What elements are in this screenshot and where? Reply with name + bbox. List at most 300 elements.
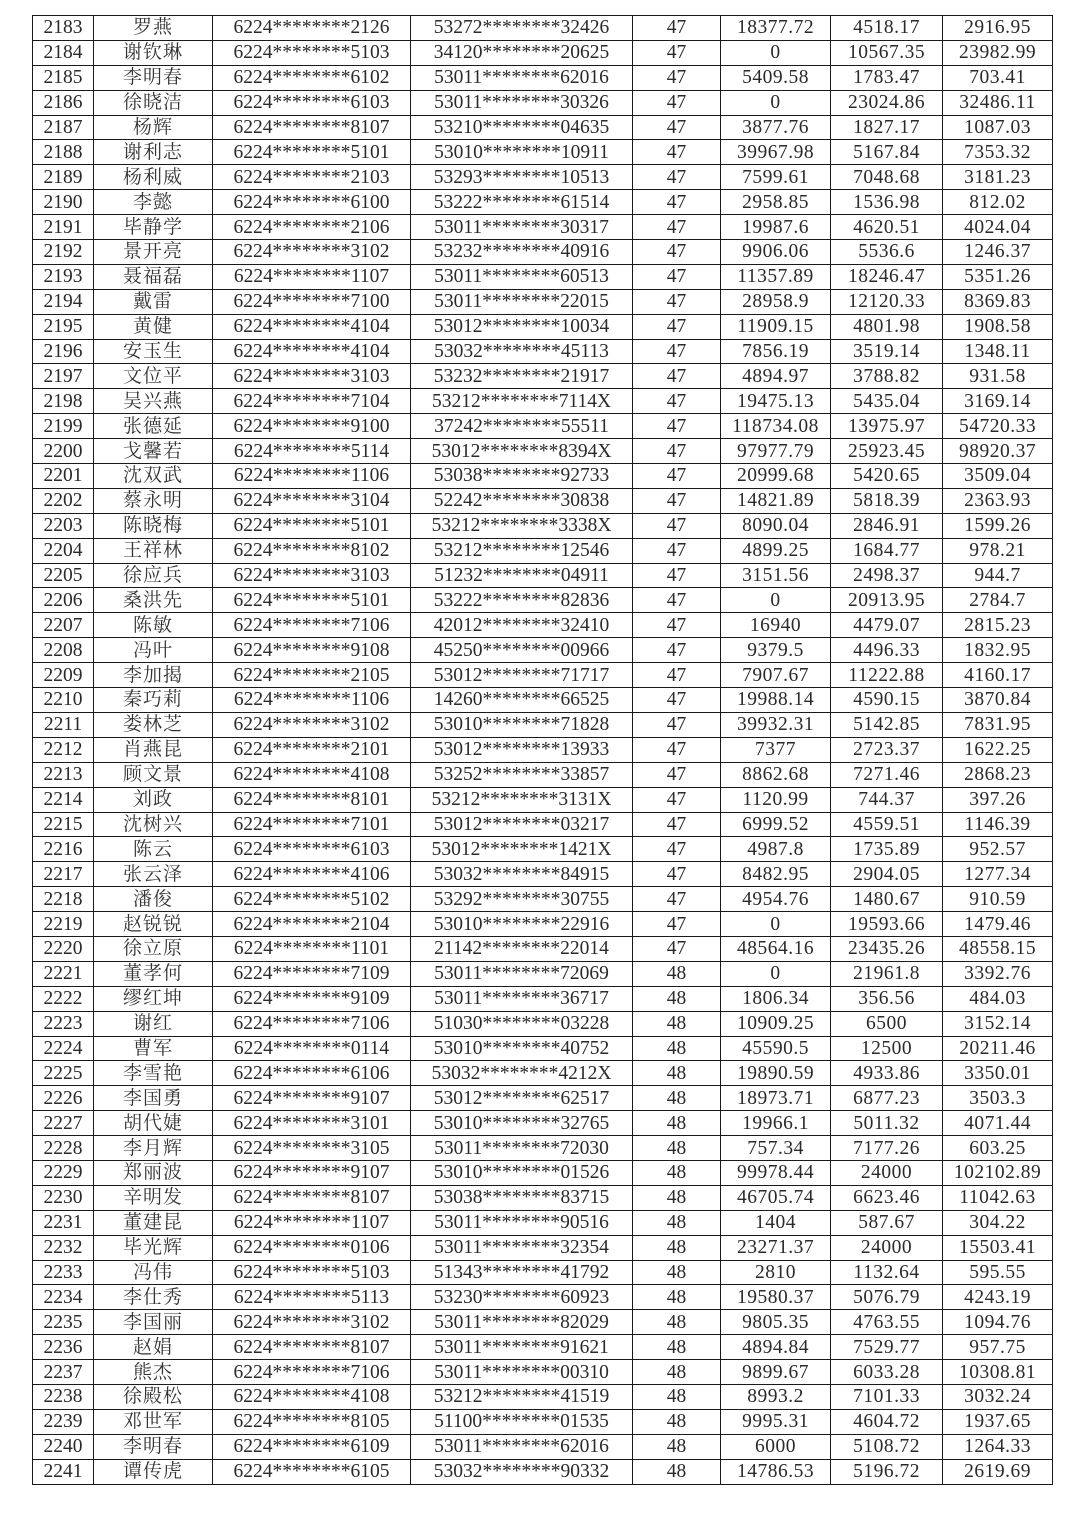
bank-card-cell: 6224********2103 <box>213 165 411 190</box>
bank-card-cell: 6224********7100 <box>213 289 411 314</box>
table-row <box>33 464 1053 489</box>
id-number-cell: 53011********90516 <box>411 1210 633 1235</box>
amount-2-cell: 6500 <box>831 1011 943 1036</box>
bank-card-cell: 6224********7106 <box>213 613 411 638</box>
name-cell: 安玉生 <box>94 339 213 364</box>
amount-1-cell: 28958.9 <box>721 289 831 314</box>
period-cell: 48 <box>633 1136 721 1161</box>
table-row <box>33 414 1053 439</box>
amount-2-cell: 7177.26 <box>831 1136 943 1161</box>
name-cell: 胡代婕 <box>94 1111 213 1136</box>
period-cell: 47 <box>633 887 721 912</box>
amount-3-cell: 3509.04 <box>943 464 1053 489</box>
table-row <box>33 812 1053 837</box>
period-cell: 48 <box>633 1111 721 1136</box>
id-number-cell: 53010********22916 <box>411 912 633 937</box>
amount-1-cell: 6999.52 <box>721 812 831 837</box>
table-row <box>33 1384 1053 1409</box>
amount-1-cell: 46705.74 <box>721 1185 831 1210</box>
id-number-cell: 53212********12546 <box>411 538 633 563</box>
id-number-cell: 34120********20625 <box>411 40 633 65</box>
period-cell: 47 <box>633 364 721 389</box>
bank-card-cell: 6224********3104 <box>213 488 411 513</box>
bank-card-cell: 6224********6103 <box>213 90 411 115</box>
seq-cell: 2228 <box>33 1136 94 1161</box>
period-cell: 48 <box>633 1185 721 1210</box>
amount-3-cell: 11042.63 <box>943 1185 1053 1210</box>
bank-card-cell: 6224********8107 <box>213 1335 411 1360</box>
amount-3-cell: 2784.7 <box>943 588 1053 613</box>
amount-1-cell: 1806.34 <box>721 986 831 1011</box>
bank-card-cell: 6224********5102 <box>213 887 411 912</box>
id-number-cell: 53222********61514 <box>411 190 633 215</box>
table-row <box>33 1111 1053 1136</box>
amount-2-cell: 1132.64 <box>831 1260 943 1285</box>
seq-cell: 2236 <box>33 1335 94 1360</box>
amount-3-cell: 2916.95 <box>943 16 1053 41</box>
amount-2-cell: 2904.05 <box>831 862 943 887</box>
period-cell: 48 <box>633 1310 721 1335</box>
table-row <box>33 787 1053 812</box>
amount-2-cell: 6877.23 <box>831 1086 943 1111</box>
amount-2-cell: 5196.72 <box>831 1459 943 1484</box>
name-cell: 李国丽 <box>94 1310 213 1335</box>
period-cell: 48 <box>633 1459 721 1484</box>
id-number-cell: 53010********71828 <box>411 712 633 737</box>
amount-3-cell: 2868.23 <box>943 762 1053 787</box>
period-cell: 47 <box>633 90 721 115</box>
table-row <box>33 862 1053 887</box>
amount-1-cell: 8482.95 <box>721 862 831 887</box>
table-row <box>33 1011 1053 1036</box>
seq-cell: 2183 <box>33 16 94 41</box>
table-row <box>33 737 1053 762</box>
id-number-cell: 53272********32426 <box>411 16 633 41</box>
name-cell: 郑丽波 <box>94 1160 213 1185</box>
amount-1-cell: 45590.5 <box>721 1036 831 1061</box>
seq-cell: 2225 <box>33 1061 94 1086</box>
table-row <box>33 887 1053 912</box>
id-number-cell: 53012********03217 <box>411 812 633 837</box>
id-number-cell: 52242********30838 <box>411 488 633 513</box>
name-cell: 景开亮 <box>94 240 213 265</box>
table-row <box>33 588 1053 613</box>
amount-3-cell: 54720.33 <box>943 414 1053 439</box>
amount-3-cell: 3503.3 <box>943 1086 1053 1111</box>
id-number-cell: 53032********90332 <box>411 1459 633 1484</box>
amount-3-cell: 3392.76 <box>943 961 1053 986</box>
amount-1-cell: 8862.68 <box>721 762 831 787</box>
amount-1-cell: 1120.99 <box>721 787 831 812</box>
bank-card-cell: 6224********4106 <box>213 862 411 887</box>
amount-3-cell: 3152.14 <box>943 1011 1053 1036</box>
name-cell: 董孝何 <box>94 961 213 986</box>
seq-cell: 2211 <box>33 712 94 737</box>
period-cell: 47 <box>633 912 721 937</box>
period-cell: 47 <box>633 115 721 140</box>
bank-card-cell: 6224********1101 <box>213 936 411 961</box>
amount-3-cell: 957.75 <box>943 1335 1053 1360</box>
amount-2-cell: 6623.46 <box>831 1185 943 1210</box>
amount-3-cell: 1246.37 <box>943 240 1053 265</box>
table-row <box>33 538 1053 563</box>
name-cell: 李月辉 <box>94 1136 213 1161</box>
seq-cell: 2187 <box>33 115 94 140</box>
amount-3-cell: 595.55 <box>943 1260 1053 1285</box>
name-cell: 沈双武 <box>94 464 213 489</box>
id-number-cell: 53012********62517 <box>411 1086 633 1111</box>
bank-card-cell: 6224********9107 <box>213 1086 411 1111</box>
amount-1-cell: 11357.89 <box>721 264 831 289</box>
amount-1-cell: 8993.2 <box>721 1384 831 1409</box>
name-cell: 刘政 <box>94 787 213 812</box>
id-number-cell: 53032********45113 <box>411 339 633 364</box>
bank-card-cell: 6224********1106 <box>213 464 411 489</box>
amount-3-cell: 2619.69 <box>943 1459 1053 1484</box>
bank-card-cell: 6224********3105 <box>213 1136 411 1161</box>
seq-cell: 2188 <box>33 140 94 165</box>
bank-card-cell: 6224********7106 <box>213 1011 411 1036</box>
bank-card-cell: 6224********2101 <box>213 737 411 762</box>
amount-1-cell: 2958.85 <box>721 190 831 215</box>
name-cell: 张德延 <box>94 414 213 439</box>
period-cell: 47 <box>633 464 721 489</box>
table-row <box>33 1160 1053 1185</box>
id-number-cell: 53011********60513 <box>411 264 633 289</box>
table-row <box>33 563 1053 588</box>
amount-2-cell: 5108.72 <box>831 1434 943 1459</box>
table-row <box>33 1235 1053 1260</box>
name-cell: 陈云 <box>94 837 213 862</box>
seq-cell: 2214 <box>33 787 94 812</box>
amount-1-cell: 9379.5 <box>721 638 831 663</box>
table-row <box>33 439 1053 464</box>
name-cell: 沈树兴 <box>94 812 213 837</box>
amount-2-cell: 19593.66 <box>831 912 943 937</box>
table-row <box>33 762 1053 787</box>
bank-card-cell: 6224********8105 <box>213 1409 411 1434</box>
amount-3-cell: 978.21 <box>943 538 1053 563</box>
period-cell: 47 <box>633 65 721 90</box>
period-cell: 47 <box>633 389 721 414</box>
amount-3-cell: 15503.41 <box>943 1235 1053 1260</box>
name-cell: 戴雷 <box>94 289 213 314</box>
period-cell: 47 <box>633 638 721 663</box>
table-row <box>33 488 1053 513</box>
table-row <box>33 613 1053 638</box>
table-row <box>33 90 1053 115</box>
period-cell: 48 <box>633 1210 721 1235</box>
name-cell: 赵锐锐 <box>94 912 213 937</box>
table-row <box>33 1061 1053 1086</box>
id-number-cell: 53011********72069 <box>411 961 633 986</box>
id-number-cell: 53011********72030 <box>411 1136 633 1161</box>
table-row <box>33 364 1053 389</box>
id-number-cell: 53012********1421X <box>411 837 633 862</box>
period-cell: 48 <box>633 1061 721 1086</box>
table-row <box>33 16 1053 41</box>
bank-card-cell: 6224********2105 <box>213 663 411 688</box>
period-cell: 47 <box>633 140 721 165</box>
table-row <box>33 1036 1053 1061</box>
period-cell: 48 <box>633 1011 721 1036</box>
amount-2-cell: 13975.97 <box>831 414 943 439</box>
seq-cell: 2217 <box>33 862 94 887</box>
amount-2-cell: 4496.33 <box>831 638 943 663</box>
amount-2-cell: 21961.8 <box>831 961 943 986</box>
name-cell: 邓世军 <box>94 1409 213 1434</box>
id-number-cell: 37242********55511 <box>411 414 633 439</box>
amount-2-cell: 587.67 <box>831 1210 943 1235</box>
amount-1-cell: 1404 <box>721 1210 831 1235</box>
name-cell: 李雪艳 <box>94 1061 213 1086</box>
seq-cell: 2232 <box>33 1235 94 1260</box>
seq-cell: 2199 <box>33 414 94 439</box>
amount-1-cell: 7856.19 <box>721 339 831 364</box>
table-row <box>33 215 1053 240</box>
table-row <box>33 1434 1053 1459</box>
amount-2-cell: 23435.26 <box>831 936 943 961</box>
id-number-cell: 53252********33857 <box>411 762 633 787</box>
seq-cell: 2213 <box>33 762 94 787</box>
bank-card-cell: 6224********5103 <box>213 40 411 65</box>
name-cell: 顾文景 <box>94 762 213 787</box>
table-row <box>33 289 1053 314</box>
bank-card-cell: 6224********2106 <box>213 215 411 240</box>
period-cell: 47 <box>633 862 721 887</box>
bank-card-cell: 6224********3101 <box>213 1111 411 1136</box>
period-cell: 48 <box>633 1335 721 1360</box>
amount-2-cell: 24000 <box>831 1160 943 1185</box>
table-row <box>33 1409 1053 1434</box>
amount-2-cell: 5420.65 <box>831 464 943 489</box>
name-cell: 徐晓洁 <box>94 90 213 115</box>
seq-cell: 2212 <box>33 737 94 762</box>
name-cell: 秦巧莉 <box>94 688 213 713</box>
amount-1-cell: 4987.8 <box>721 837 831 862</box>
bank-card-cell: 6224********3103 <box>213 364 411 389</box>
name-cell: 黄健 <box>94 314 213 339</box>
bank-card-cell: 6224********6106 <box>213 1061 411 1086</box>
bank-card-cell: 6224********3103 <box>213 563 411 588</box>
name-cell: 冯伟 <box>94 1260 213 1285</box>
amount-3-cell: 1094.76 <box>943 1310 1053 1335</box>
id-number-cell: 53011********30317 <box>411 215 633 240</box>
name-cell: 陈敏 <box>94 613 213 638</box>
period-cell: 47 <box>633 762 721 787</box>
table-row <box>33 314 1053 339</box>
amount-2-cell: 7101.33 <box>831 1384 943 1409</box>
amount-1-cell: 14821.89 <box>721 488 831 513</box>
seq-cell: 2198 <box>33 389 94 414</box>
amount-2-cell: 744.37 <box>831 787 943 812</box>
bank-card-cell: 6224********3102 <box>213 240 411 265</box>
bank-card-cell: 6224********6103 <box>213 837 411 862</box>
amount-3-cell: 2815.23 <box>943 613 1053 638</box>
amount-2-cell: 12120.33 <box>831 289 943 314</box>
id-number-cell: 51232********04911 <box>411 563 633 588</box>
name-cell: 张云泽 <box>94 862 213 887</box>
seq-cell: 2200 <box>33 439 94 464</box>
amount-1-cell: 39932.31 <box>721 712 831 737</box>
seq-cell: 2205 <box>33 563 94 588</box>
name-cell: 熊杰 <box>94 1360 213 1385</box>
amount-3-cell: 1087.03 <box>943 115 1053 140</box>
seq-cell: 2207 <box>33 613 94 638</box>
table-row <box>33 40 1053 65</box>
name-cell: 陈晓梅 <box>94 513 213 538</box>
name-cell: 戈馨若 <box>94 439 213 464</box>
table-row <box>33 1360 1053 1385</box>
name-cell: 毕光辉 <box>94 1235 213 1260</box>
amount-3-cell: 1264.33 <box>943 1434 1053 1459</box>
amount-2-cell: 3788.82 <box>831 364 943 389</box>
table-row <box>33 986 1053 1011</box>
id-number-cell: 53230********60923 <box>411 1285 633 1310</box>
period-cell: 47 <box>633 215 721 240</box>
bank-card-cell: 6224********1107 <box>213 1210 411 1235</box>
name-cell: 文位平 <box>94 364 213 389</box>
name-cell: 李仕秀 <box>94 1285 213 1310</box>
amount-1-cell: 7599.61 <box>721 165 831 190</box>
period-cell: 48 <box>633 986 721 1011</box>
seq-cell: 2186 <box>33 90 94 115</box>
name-cell: 谢钦琳 <box>94 40 213 65</box>
amount-1-cell: 18377.72 <box>721 16 831 41</box>
bank-card-cell: 6224********2104 <box>213 912 411 937</box>
name-cell: 谢红 <box>94 1011 213 1036</box>
bank-card-cell: 6224********6109 <box>213 1434 411 1459</box>
amount-2-cell: 12500 <box>831 1036 943 1061</box>
amount-3-cell: 102102.89 <box>943 1160 1053 1185</box>
bank-card-cell: 6224********0106 <box>213 1235 411 1260</box>
amount-2-cell: 4559.51 <box>831 812 943 837</box>
amount-1-cell: 16940 <box>721 613 831 638</box>
table-body <box>33 16 1053 1485</box>
amount-3-cell: 603.25 <box>943 1136 1053 1161</box>
bank-card-cell: 6224********7101 <box>213 812 411 837</box>
amount-1-cell: 0 <box>721 588 831 613</box>
amount-1-cell: 19987.6 <box>721 215 831 240</box>
id-number-cell: 53011********22015 <box>411 289 633 314</box>
period-cell: 48 <box>633 961 721 986</box>
id-number-cell: 53012********71717 <box>411 663 633 688</box>
bank-card-cell: 6224********1107 <box>213 264 411 289</box>
amount-3-cell: 812.02 <box>943 190 1053 215</box>
seq-cell: 2195 <box>33 314 94 339</box>
table-row <box>33 1260 1053 1285</box>
amount-1-cell: 48564.16 <box>721 936 831 961</box>
id-number-cell: 53010********01526 <box>411 1160 633 1185</box>
bank-card-cell: 6224********3102 <box>213 712 411 737</box>
amount-2-cell: 1536.98 <box>831 190 943 215</box>
name-cell: 王祥林 <box>94 538 213 563</box>
bank-card-cell: 6224********4104 <box>213 339 411 364</box>
bank-card-cell: 6224********4108 <box>213 1384 411 1409</box>
amount-3-cell: 397.26 <box>943 787 1053 812</box>
amount-2-cell: 2846.91 <box>831 513 943 538</box>
seq-cell: 2230 <box>33 1185 94 1210</box>
amount-1-cell: 14786.53 <box>721 1459 831 1484</box>
amount-3-cell: 484.03 <box>943 986 1053 1011</box>
period-cell: 47 <box>633 513 721 538</box>
period-cell: 48 <box>633 1434 721 1459</box>
name-cell: 吴兴燕 <box>94 389 213 414</box>
amount-2-cell: 1480.67 <box>831 887 943 912</box>
amount-2-cell: 4518.17 <box>831 16 943 41</box>
id-number-cell: 53222********82836 <box>411 588 633 613</box>
seq-cell: 2218 <box>33 887 94 912</box>
amount-2-cell: 20913.95 <box>831 588 943 613</box>
seq-cell: 2222 <box>33 986 94 1011</box>
id-number-cell: 53212********41519 <box>411 1384 633 1409</box>
name-cell: 谭传虎 <box>94 1459 213 1484</box>
amount-3-cell: 4024.04 <box>943 215 1053 240</box>
period-cell: 47 <box>633 936 721 961</box>
amount-1-cell: 4954.76 <box>721 887 831 912</box>
period-cell: 48 <box>633 1235 721 1260</box>
id-number-cell: 53032********84915 <box>411 862 633 887</box>
seq-cell: 2224 <box>33 1036 94 1061</box>
seq-cell: 2233 <box>33 1260 94 1285</box>
bank-card-cell: 6224********9107 <box>213 1160 411 1185</box>
table-row <box>33 961 1053 986</box>
bank-card-cell: 6224********3102 <box>213 1310 411 1335</box>
table-row <box>33 1210 1053 1235</box>
amount-3-cell: 703.41 <box>943 65 1053 90</box>
name-cell: 李国勇 <box>94 1086 213 1111</box>
name-cell: 徐应兵 <box>94 563 213 588</box>
seq-cell: 2238 <box>33 1384 94 1409</box>
table-row <box>33 513 1053 538</box>
table-row <box>33 688 1053 713</box>
table-row <box>33 837 1053 862</box>
seq-cell: 2209 <box>33 663 94 688</box>
id-number-cell: 53011********36717 <box>411 986 633 1011</box>
amount-2-cell: 5142.85 <box>831 712 943 737</box>
amount-1-cell: 9899.67 <box>721 1360 831 1385</box>
period-cell: 47 <box>633 414 721 439</box>
amount-2-cell: 7271.46 <box>831 762 943 787</box>
seq-cell: 2184 <box>33 40 94 65</box>
period-cell: 47 <box>633 314 721 339</box>
bank-card-cell: 6224********4108 <box>213 762 411 787</box>
id-number-cell: 53038********83715 <box>411 1185 633 1210</box>
amount-3-cell: 952.57 <box>943 837 1053 862</box>
amount-3-cell: 10308.81 <box>943 1360 1053 1385</box>
period-cell: 47 <box>633 588 721 613</box>
name-cell: 李加揭 <box>94 663 213 688</box>
amount-3-cell: 32486.11 <box>943 90 1053 115</box>
bank-card-cell: 6224********4104 <box>213 314 411 339</box>
amount-1-cell: 19580.37 <box>721 1285 831 1310</box>
seq-cell: 2235 <box>33 1310 94 1335</box>
period-cell: 47 <box>633 538 721 563</box>
table-row <box>33 1335 1053 1360</box>
bank-card-cell: 6224********7109 <box>213 961 411 986</box>
id-number-cell: 51343********41792 <box>411 1260 633 1285</box>
amount-2-cell: 18246.47 <box>831 264 943 289</box>
amount-3-cell: 3870.84 <box>943 688 1053 713</box>
amount-2-cell: 4801.98 <box>831 314 943 339</box>
seq-cell: 2185 <box>33 65 94 90</box>
amount-1-cell: 9805.35 <box>721 1310 831 1335</box>
amount-1-cell: 118734.08 <box>721 414 831 439</box>
table-row <box>33 240 1053 265</box>
period-cell: 48 <box>633 1260 721 1285</box>
bank-card-cell: 6224********6100 <box>213 190 411 215</box>
seq-cell: 2196 <box>33 339 94 364</box>
